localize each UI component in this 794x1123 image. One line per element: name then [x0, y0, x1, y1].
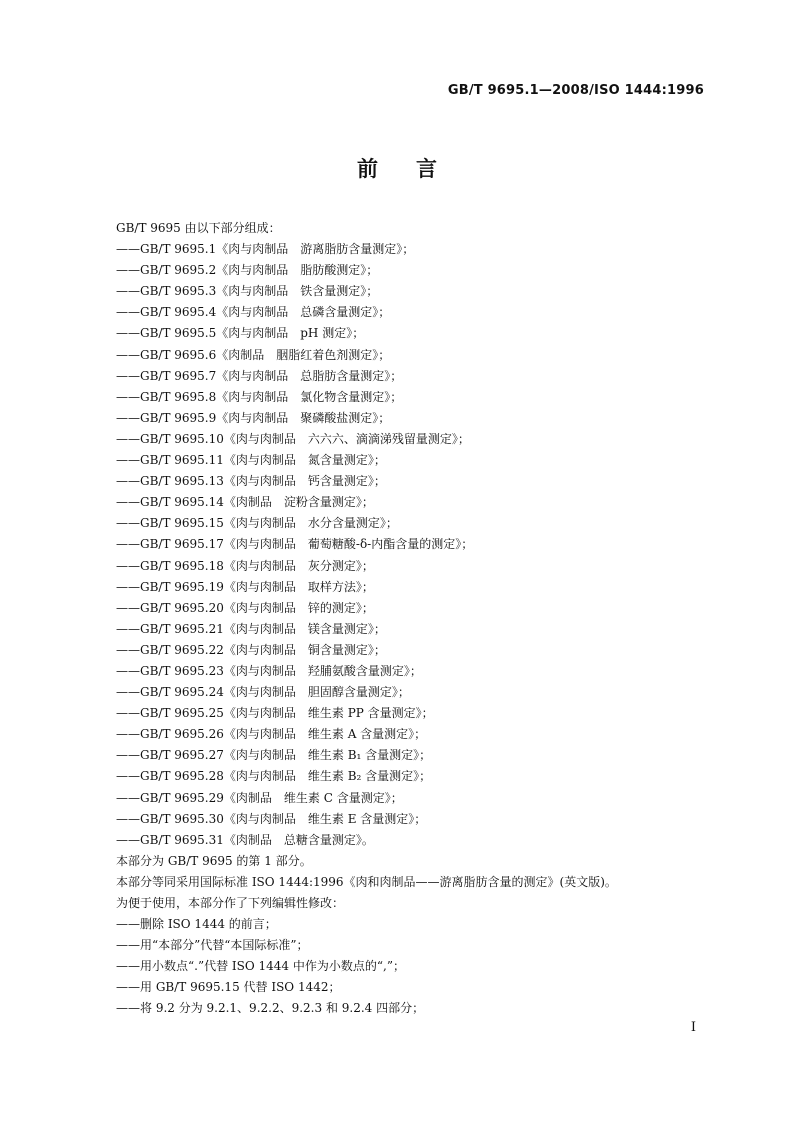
- part-list-item: ——GB/T 9695.27《肉与肉制品 维生素 B₁ 含量测定》；: [116, 748, 432, 763]
- part-list-item: ——GB/T 9695.4《肉与肉制品 总磷含量测定》；: [116, 305, 391, 320]
- part-list-item: ——GB/T 9695.21《肉与肉制品 镁含量测定》；: [116, 621, 386, 636]
- edit-list-item: ——用“本部分”代替“本国际标准”；: [116, 938, 309, 953]
- part-list-item: ——GB/T 9695.19《肉与肉制品 取样方法》；: [116, 579, 374, 594]
- part-list-item: ——GB/T 9695.8《肉与肉制品 氯化物含量测定》；: [116, 389, 403, 404]
- part-list-item: ——GB/T 9695.14《肉制品 淀粉含量测定》；: [116, 495, 374, 510]
- edit-list-item: ——将 9.2 分为 9.2.1、9.2.2、9.2.3 和 9.2.4 四部分；: [116, 1001, 425, 1016]
- part-list-item: ——GB/T 9695.5《肉与肉制品 pH 测定》；: [116, 326, 365, 341]
- part-list-item: ——GB/T 9695.22《肉与肉制品 铜含量测定》；: [116, 642, 386, 657]
- edit-list-item: ——删除 ISO 1444 的前言；: [116, 917, 277, 932]
- part-list-item: ——GB/T 9695.10《肉与肉制品 六六六、滴滴涕残留量测定》；: [116, 431, 470, 446]
- part-list-item: ——GB/T 9695.18《肉与肉制品 灰分测定》；: [116, 558, 374, 573]
- statement-line: 为便于使用，本部分作了下列编辑性修改：: [116, 896, 345, 910]
- part-list-item: ——GB/T 9695.23《肉与肉制品 羟脯氨酸含量测定》；: [116, 663, 422, 678]
- part-list-item: ——GB/T 9695.25《肉与肉制品 维生素 PP 含量测定》；: [116, 706, 434, 721]
- part-list-item: ——GB/T 9695.1《肉与肉制品 游离脂肪含量测定》；: [116, 242, 415, 257]
- part-list-item: ——GB/T 9695.24《肉与肉制品 胆固醇含量测定》；: [116, 685, 410, 700]
- part-list-item: ——GB/T 9695.3《肉与肉制品 铁含量测定》；: [116, 284, 379, 299]
- part-list-item: ——GB/T 9695.6《肉制品 胭脂红着色剂测定》；: [116, 347, 391, 362]
- part-list-item: ——GB/T 9695.31《肉制品 总糖含量测定》。: [116, 832, 374, 847]
- part-list-item: ——GB/T 9695.20《肉与肉制品 锌的测定》；: [116, 600, 374, 615]
- part-list-item: ——GB/T 9695.29《肉制品 维生素 C 含量测定》；: [116, 790, 403, 805]
- part-list-item: ——GB/T 9695.2《肉与肉制品 脂肪酸测定》；: [116, 263, 379, 278]
- statements-list: [116, 851, 716, 914]
- part-list-item: ——GB/T 9695.26《肉与肉制品 维生素 A 含量测定》；: [116, 727, 427, 742]
- part-list-item: ——GB/T 9695.30《肉与肉制品 维生素 E 含量测定》；: [116, 811, 427, 826]
- page-title: 前言: [357, 157, 475, 181]
- part-list-item: ——GB/T 9695.28《肉与肉制品 维生素 B₂ 含量测定》；: [116, 769, 432, 784]
- part-list-item: ——GB/T 9695.17《肉与肉制品 葡萄糖酸-δ-内酯含量的测定》；: [116, 537, 474, 552]
- edit-list-item: ——用小数点“.”代替 ISO 1444 中作为小数点的“,”；: [116, 959, 405, 974]
- part-list-item: ——GB/T 9695.9《肉与肉制品 聚磷酸盐测定》；: [116, 410, 391, 425]
- part-list-item: ——GB/T 9695.7《肉与肉制品 总脂肪含量测定》；: [116, 368, 403, 383]
- intro-line: GB/T 9695 由以下部分组成：: [116, 221, 281, 235]
- statement-line: 本部分等同采用国际标准 ISO 1444:1996《肉和肉制品——游离脂肪含量的测定》(英文版)。: [116, 874, 617, 889]
- part-list-item: ——GB/T 9695.13《肉与肉制品 钙含量测定》；: [116, 474, 386, 489]
- statement-line: 本部分为 GB/T 9695 的第 1 部分。: [116, 853, 312, 868]
- foreword-body: [116, 218, 716, 1020]
- part-list-item: ——GB/T 9695.11《肉与肉制品 氮含量测定》；: [116, 453, 386, 468]
- page-number: I: [690, 1020, 696, 1035]
- parts-list: [116, 239, 716, 851]
- part-list-item: ——GB/T 9695.15《肉与肉制品 水分含量测定》；: [116, 516, 398, 531]
- edit-list-item: ——用 GB/T 9695.15 代替 ISO 1442；: [116, 980, 341, 995]
- standard-code-header: GB/T 9695.1—2008/ISO 1444:1996: [447, 83, 704, 98]
- edits-list: [116, 914, 716, 1019]
